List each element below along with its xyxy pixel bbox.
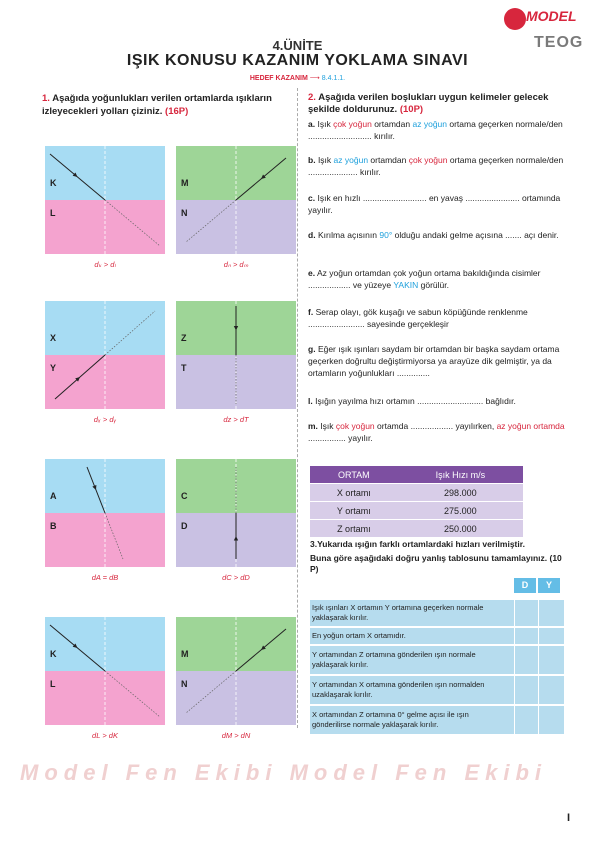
density-caption: dₖ > dₗ: [94, 260, 116, 269]
medium-label-top: Z: [181, 333, 187, 343]
q3-points: (10 P): [310, 553, 562, 574]
q2-number: 2.: [308, 92, 316, 103]
table-row: [310, 676, 564, 704]
refraction-diagram[interactable]: [45, 617, 165, 725]
q2-item-l: [308, 395, 566, 407]
watermark: Model Fen Ekibi Model Fen Ekibi: [20, 760, 548, 785]
tf-cell-false[interactable]: [538, 600, 561, 626]
q2-g-label: g.: [308, 344, 316, 354]
q2-m-red2: az yoğun ortamda: [496, 421, 565, 431]
page-title: IŞIK KONUSU KAZANIM YOKLAMA SINAVI: [126, 52, 469, 69]
ray-drawing: [176, 459, 296, 567]
speed-cell-value: 275.000: [398, 502, 523, 520]
density-caption: dM > dN: [221, 731, 251, 740]
medium-label-top: X: [50, 333, 57, 343]
density-caption: dC > dD: [222, 573, 250, 582]
q2-d-blue1: 90°: [379, 230, 393, 240]
q2-l-text[interactable]: Işığın yayılma hızı ortamın ............................ bağlıdır.: [315, 396, 516, 406]
q2-l-label: l.: [308, 396, 313, 406]
q1-number: 1.: [42, 93, 50, 104]
ray-drawing: [176, 617, 296, 725]
density-caption: dₙ > dₘ: [223, 260, 249, 269]
q2-m-text2[interactable]: ortamda .................. yayılırken,: [377, 421, 495, 431]
medium-label-top: A: [50, 491, 57, 501]
q2-b-text1: Işık: [317, 155, 332, 165]
q1-text: Aşağıda yoğunlukları verilen ortamlarda ışıkların izleyecekleri yolları çiziniz.: [42, 93, 272, 117]
tf-cell-true[interactable]: [514, 706, 537, 734]
tf-statement: Işık ışınları X ortamın Y ortamına geçerken normale yaklaşarak kırılır.: [312, 603, 484, 622]
tf-cell-true[interactable]: [514, 600, 537, 626]
table-row: [310, 628, 564, 644]
q2-b-label: b.: [308, 155, 316, 165]
table-row: [310, 600, 564, 626]
q2-item-c: [308, 192, 566, 216]
q2-points: (10P): [399, 104, 424, 115]
ray-drawing: [45, 301, 165, 409]
arrow-right-icon: ⟶: [309, 75, 320, 82]
q3-intro: 3.Yukarıda ışığın farklı ortamlardaki hızları verilmiştir.: [310, 539, 525, 549]
refraction-diagram[interactable]: [45, 459, 165, 567]
q2-item-f: [308, 306, 566, 330]
medium-label-top: K: [50, 649, 57, 659]
medium-label-bottom: Y: [50, 363, 57, 373]
speed-cell-medium: X ortamı: [310, 484, 398, 502]
tf-cell-true[interactable]: [514, 646, 537, 674]
speed-header-medium: ORTAM: [310, 466, 398, 484]
q2-m-text3[interactable]: ................ yayılır.: [308, 433, 373, 443]
ray-drawing: [176, 146, 296, 254]
medium-label-bottom: L: [50, 208, 56, 218]
ray-extension: [105, 311, 155, 355]
q2-c-text[interactable]: Işık en hızlı ........................... en yavaş ....................... ortamında yayılır.: [308, 193, 561, 215]
q3-text: Buna göre aşağıdaki doğru yanlış tablosunu tamamlayınız.: [310, 553, 548, 563]
tf-header-true: D: [514, 578, 536, 593]
q2-e-text1[interactable]: Az yoğun ortamdan çok yoğun ortama bakıldığında cisimler .................. ve yüzeye: [308, 268, 541, 290]
medium-label-bottom: D: [181, 521, 188, 531]
q2-b-blue1: az yoğun: [333, 155, 369, 165]
tf-cell-false[interactable]: [538, 646, 561, 674]
tf-statement: Y ortamından X ortamına gönderilen ışın normalden uzaklaşarak kırılır.: [312, 680, 485, 699]
tf-statement: Y ortamından Z ortamına gönderilen ışın normale yaklaşarak kırılır.: [312, 650, 476, 669]
q2-f-label: f.: [308, 307, 314, 317]
tf-cell-true[interactable]: [514, 628, 537, 644]
logo-teog-text: TEOG: [534, 34, 584, 51]
table-row: [310, 502, 523, 520]
ray-extension: [186, 200, 236, 242]
medium-label-bottom: B: [50, 521, 57, 531]
light-speed-table: [310, 466, 523, 537]
q2-b-text3[interactable]: ortama geçerken normale/den ..................... kırılır.: [308, 155, 564, 177]
q2-m-label: m.: [308, 421, 318, 431]
q2-item-g: [308, 343, 566, 379]
logo-model-text: MODEL: [526, 8, 577, 24]
ray-drawing: [45, 459, 165, 567]
refraction-diagram[interactable]: [45, 301, 165, 409]
q1-points: (16P): [165, 106, 189, 117]
density-caption: dz > dT: [223, 415, 249, 424]
q2-item-b: [308, 154, 566, 178]
density-caption: dₓ > dᵧ: [93, 415, 117, 424]
target-label: HEDEF KAZANIM: [249, 75, 308, 82]
column-divider: [297, 88, 298, 728]
q2-e-label: e.: [308, 268, 316, 278]
q2-a-blue1: az yoğun: [412, 119, 447, 129]
q2-m-red1: çok yoğun: [335, 421, 375, 431]
q2-d-label: d.: [308, 230, 316, 240]
refraction-diagram[interactable]: [176, 459, 296, 567]
ray-drawing: [45, 617, 165, 725]
q2-a-red1: çok yoğun: [333, 119, 372, 129]
speed-cell-value: 250.000: [398, 520, 523, 538]
refraction-diagram[interactable]: [45, 146, 165, 254]
medium-label-top: C: [181, 491, 188, 501]
question-2: [308, 92, 566, 116]
ray-extension: [105, 513, 123, 559]
medium-label-bottom: L: [50, 679, 56, 689]
arrow-head-icon: [234, 326, 238, 331]
logo-mark-icon: [504, 8, 526, 30]
target-code: 8.4.1.1.: [321, 75, 346, 82]
speed-header-speed: Işık Hızı m/s: [398, 466, 523, 484]
q2-item-m: [308, 420, 566, 444]
q2-a-text2: ortamdan: [374, 119, 411, 129]
table-row: [310, 484, 523, 502]
density-caption: dL > dK: [92, 731, 118, 740]
page-number: I: [567, 812, 571, 824]
medium-label-bottom: N: [181, 679, 188, 689]
refraction-diagram[interactable]: [176, 146, 296, 254]
tf-cell-false[interactable]: [538, 676, 561, 704]
ray-drawing: [45, 146, 165, 254]
tf-statement: X ortamından Z ortamına 0° gelme açısı ile ışın gönderilirse normale yaklaşarak kırılır.: [312, 710, 469, 729]
q2-item-d: [308, 229, 566, 241]
density-caption: dA = dB: [91, 573, 119, 582]
ray-extension: [186, 671, 236, 713]
tf-cell-false[interactable]: [538, 706, 561, 734]
ray-extension: [105, 200, 160, 246]
medium-label-top: M: [181, 178, 189, 188]
tf-cell-true[interactable]: [514, 676, 537, 704]
unit-heading: 4.ÜNİTE: [272, 38, 323, 53]
q2-a-text3[interactable]: ortama geçerken normale/den ........................... kırılır.: [308, 119, 563, 141]
tf-header-false: Y: [538, 578, 560, 593]
q2-e-blue1: YAKIN: [393, 280, 419, 290]
table-row: [310, 520, 523, 538]
medium-label-bottom: N: [181, 208, 188, 218]
ray-extension: [105, 671, 160, 717]
medium-label-bottom: T: [181, 363, 187, 373]
q2-item-a: [308, 118, 566, 142]
tf-statement: En yoğun ortam X ortamıdır.: [312, 631, 406, 640]
tf-cell-false[interactable]: [538, 628, 561, 644]
q2-a-label: a.: [308, 119, 316, 129]
speed-cell-medium: Z ortamı: [310, 520, 398, 538]
target-outcome: [0, 74, 595, 82]
speed-cell-medium: Y ortamı: [310, 502, 398, 520]
table-row: [310, 706, 564, 734]
table-row: [310, 646, 564, 674]
medium-label-top: K: [50, 178, 57, 188]
q2-f-text[interactable]: Serap olayı, gök kuşağı ve sabun köpüğünde renklenme ........................ sayesinde gerçekleşir: [308, 307, 528, 329]
q2-d-text1: Kırılma açısının: [317, 230, 377, 240]
question-1: [42, 92, 297, 118]
refraction-diagram[interactable]: [176, 617, 296, 725]
q2-g-text[interactable]: Eğer ışık ışınları saydam bir ortamdan bir başka saydam ortama geçerken doğrultu değiştirmiyorsa ya arayüze dik gelmiştir, ya da ortamların yoğunlukları ..............: [308, 344, 560, 378]
refraction-diagram[interactable]: [176, 301, 296, 409]
medium-label-top: M: [181, 649, 189, 659]
q2-text: Aşağıda verilen boşlukları uygun kelimeler gelecek şekilde doldurunuz.: [308, 92, 549, 115]
ray-drawing: [176, 301, 296, 409]
q2-b-red1: çok yoğun: [408, 155, 448, 165]
speed-cell-value: 298.000: [398, 484, 523, 502]
q2-item-e: [308, 267, 566, 291]
q2-m-text1: Işık: [320, 421, 334, 431]
q2-e-text2: görülür.: [420, 280, 449, 290]
q2-b-text2: ortamdan: [370, 155, 407, 165]
q2-d-text2[interactable]: olduğu andaki gelme açısına ....... açı denir.: [394, 230, 559, 240]
arrow-head-icon: [234, 536, 238, 541]
q2-a-text1: Işık: [317, 119, 331, 129]
question-3: [310, 553, 566, 575]
q2-c-label: c.: [308, 193, 316, 203]
